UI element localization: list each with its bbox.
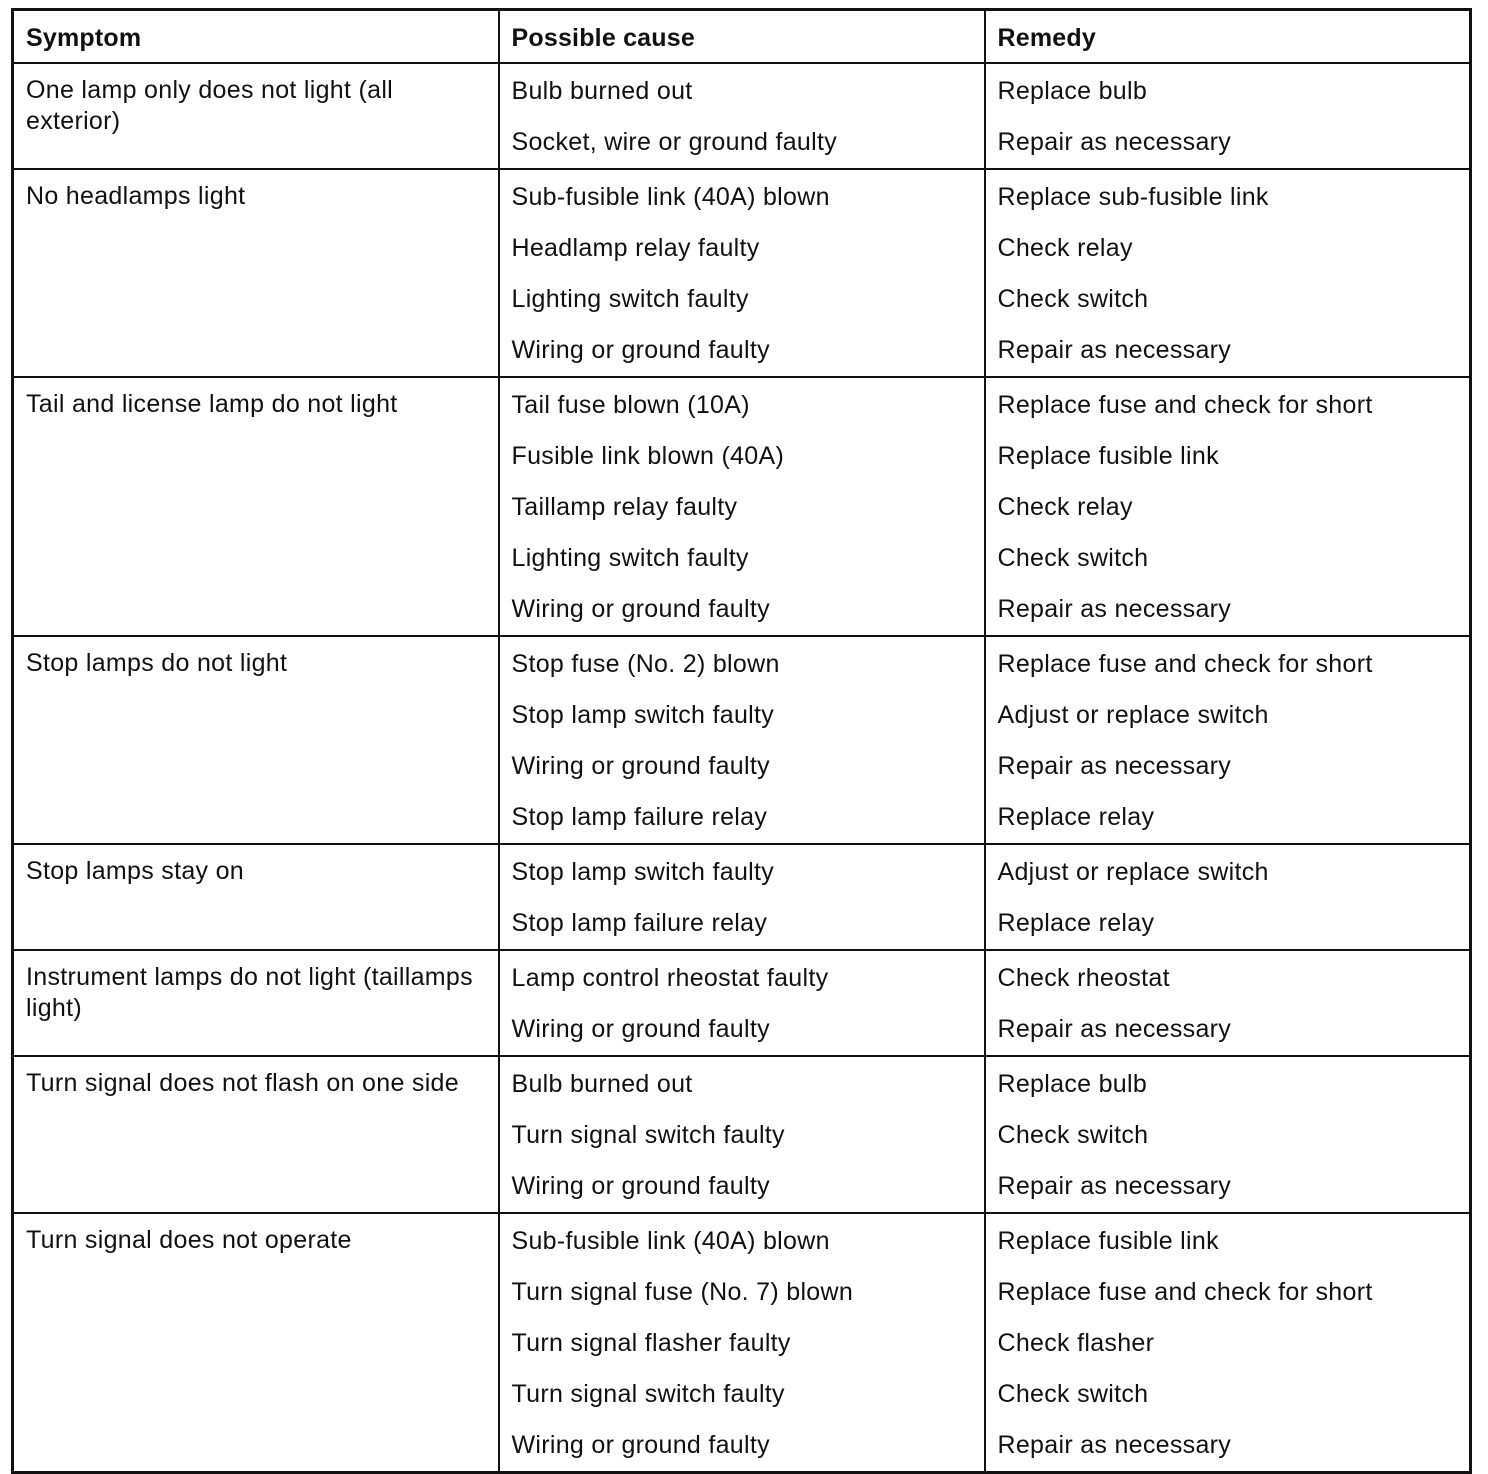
table-row [13, 169, 1471, 377]
table-row [13, 63, 1471, 169]
remedy-text: Repair as necessary [997, 752, 1232, 780]
possible-cause-text: Turn signal switch faulty [511, 1121, 785, 1149]
possible-cause-text: Wiring or ground faulty [511, 1015, 770, 1043]
possible-cause-text: Bulb burned out [511, 77, 693, 105]
possible-cause-text: Wiring or ground faulty [511, 1431, 770, 1459]
remedy-text: Repair as necessary [997, 1431, 1232, 1459]
possible-cause-text: Stop lamp switch faulty [511, 701, 775, 729]
remedy-cell [985, 1213, 1471, 1473]
remedy-text: Replace fusible link [997, 442, 1219, 470]
symptom-cell: Turn signal does not operate [13, 1213, 499, 1473]
remedy-text: Replace fuse and check for short [997, 650, 1373, 678]
possible-cause-text: Lighting switch faulty [511, 544, 749, 572]
header-symptom: Symptom [13, 10, 499, 64]
possible-cause-text: Stop lamp switch faulty [511, 858, 775, 886]
possible-cause-text: Lamp control rheostat faulty [511, 964, 829, 992]
remedy-cell [985, 844, 1471, 950]
possible-cause-text: Turn signal fuse (No. 7) blown [511, 1278, 854, 1306]
possible-cause-text: Stop lamp failure relay [511, 909, 768, 937]
remedy-cell [985, 63, 1471, 169]
remedy-text: Check switch [997, 1380, 1149, 1408]
remedy-cell [985, 377, 1471, 636]
remedy-text: Check switch [997, 1121, 1149, 1149]
table-row [13, 636, 1471, 844]
possible-cause-text: Wiring or ground faulty [511, 336, 770, 364]
possible-cause-text: Tail fuse blown (10A) [511, 391, 750, 419]
possible-cause-text: Fusible link blown (40A) [511, 442, 785, 470]
possible-cause-text: Headlamp relay faulty [511, 234, 760, 262]
remedy-text: Check switch [997, 544, 1149, 572]
remedy-text: Replace relay [997, 909, 1155, 937]
possible-cause-cell [499, 169, 985, 377]
remedy-text: Replace fuse and check for short [997, 391, 1373, 419]
remedy-cell [985, 950, 1471, 1056]
symptom-cell: No headlamps light [13, 169, 499, 377]
remedy-text: Replace fusible link [997, 1227, 1219, 1255]
possible-cause-text: Bulb burned out [511, 1070, 693, 1098]
remedy-text: Check relay [997, 493, 1133, 521]
remedy-text: Check flasher [997, 1329, 1155, 1357]
table-row [13, 377, 1471, 636]
possible-cause-text: Taillamp relay faulty [511, 493, 738, 521]
remedy-text: Adjust or replace switch [997, 858, 1269, 886]
remedy-cell [985, 1056, 1471, 1213]
remedy-text: Repair as necessary [997, 1015, 1232, 1043]
remedy-text: Replace bulb [997, 77, 1148, 105]
possible-cause-text: Sub-fusible link (40A) blown [511, 1227, 830, 1255]
remedy-text: Adjust or replace switch [997, 701, 1269, 729]
possible-cause-cell [499, 1213, 985, 1473]
possible-cause-text: Wiring or ground faulty [511, 595, 770, 623]
possible-cause-cell [499, 950, 985, 1056]
remedy-text: Replace fuse and check for short [997, 1278, 1373, 1306]
table-header [13, 10, 1471, 64]
remedy-text: Repair as necessary [997, 336, 1232, 364]
header-remedy: Remedy [985, 10, 1471, 64]
possible-cause-cell [499, 377, 985, 636]
possible-cause-text: Sub-fusible link (40A) blown [511, 183, 830, 211]
possible-cause-cell [499, 1056, 985, 1213]
symptom-cell: Turn signal does not flash on one side [13, 1056, 499, 1213]
remedy-text: Check switch [997, 285, 1149, 313]
remedy-cell [985, 636, 1471, 844]
possible-cause-text: Wiring or ground faulty [511, 1172, 770, 1200]
header-row [13, 10, 1471, 64]
possible-cause-cell [499, 844, 985, 950]
possible-cause-text: Turn signal switch faulty [511, 1380, 785, 1408]
header-possible-cause: Possible cause [499, 10, 985, 64]
possible-cause-text: Turn signal flasher faulty [511, 1329, 791, 1357]
remedy-text: Check rheostat [997, 964, 1170, 992]
table-row [13, 950, 1471, 1056]
remedy-text: Replace sub-fusible link [997, 183, 1269, 211]
remedy-text: Check relay [997, 234, 1133, 262]
symptom-cell: Tail and license lamp do not light [13, 377, 499, 636]
troubleshooting-table [11, 8, 1472, 1474]
symptom-cell: Stop lamps do not light [13, 636, 499, 844]
table-row [13, 844, 1471, 950]
possible-cause-text: Lighting switch faulty [511, 285, 749, 313]
remedy-text: Repair as necessary [997, 595, 1232, 623]
table-body [13, 63, 1471, 1473]
possible-cause-text: Socket, wire or ground faulty [511, 128, 838, 156]
table-row [13, 1213, 1471, 1473]
possible-cause-text: Stop fuse (No. 2) blown [511, 650, 780, 678]
table-row [13, 1056, 1471, 1213]
remedy-text: Replace bulb [997, 1070, 1148, 1098]
symptom-cell: Instrument lamps do not light (taillamps light) [13, 950, 499, 1056]
possible-cause-text: Wiring or ground faulty [511, 752, 770, 780]
remedy-text: Repair as necessary [997, 128, 1232, 156]
possible-cause-cell [499, 63, 985, 169]
possible-cause-text: Stop lamp failure relay [511, 803, 768, 831]
symptom-cell: One lamp only does not light (all exterior) [13, 63, 499, 169]
possible-cause-cell [499, 636, 985, 844]
remedy-cell [985, 169, 1471, 377]
symptom-cell: Stop lamps stay on [13, 844, 499, 950]
remedy-text: Repair as necessary [997, 1172, 1232, 1200]
remedy-text: Replace relay [997, 803, 1155, 831]
